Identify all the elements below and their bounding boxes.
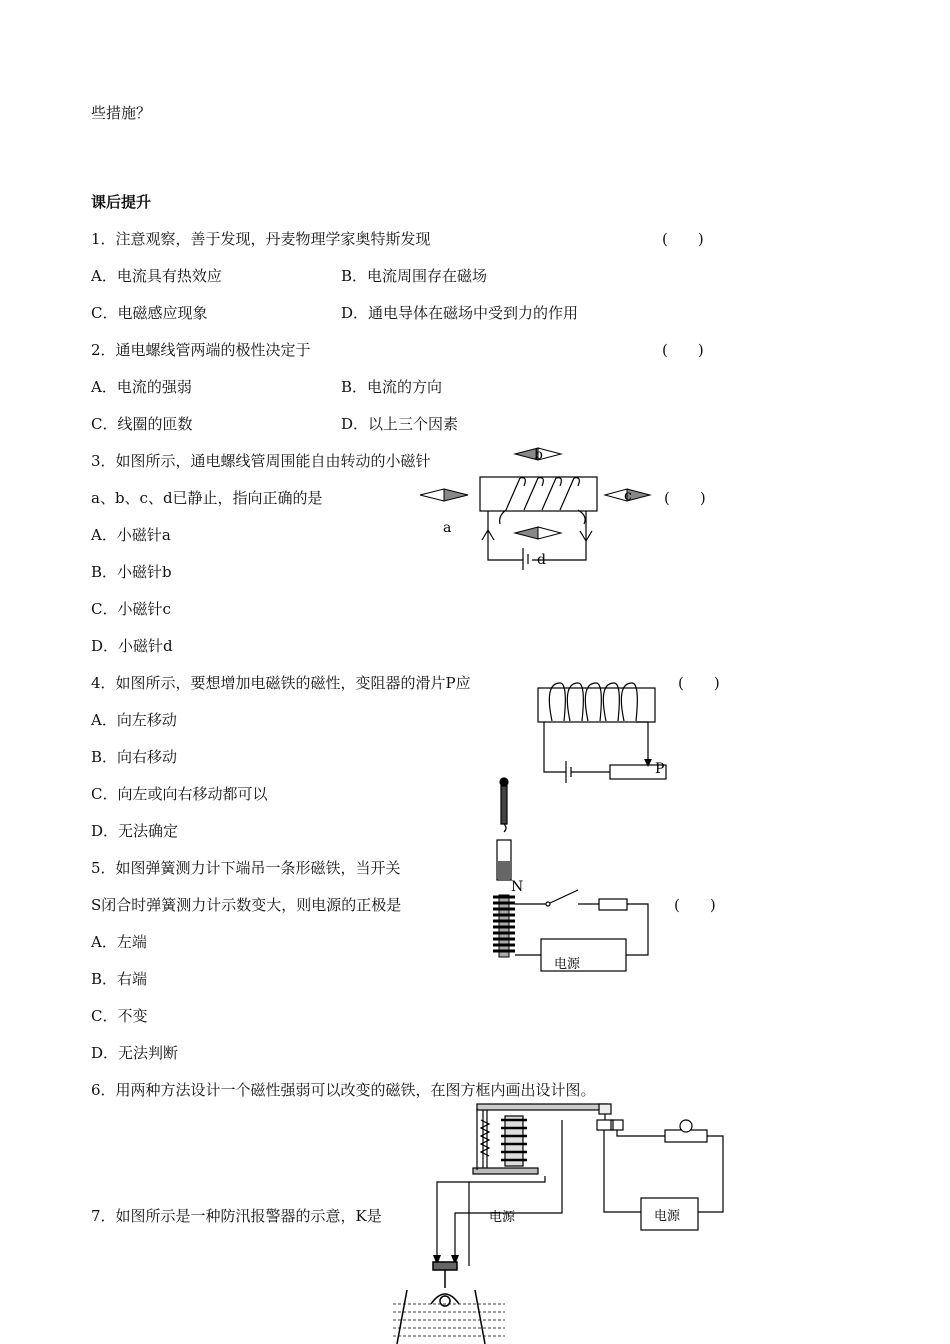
q5-option-c: C．不变 — [91, 1007, 148, 1025]
q4-stem: 4．如图所示，要想增加电磁铁的磁性，变阻器的滑片P应 — [91, 674, 471, 692]
intro-tail: 些措施？ — [91, 104, 152, 122]
q3-option-d: D．小磁针d — [91, 637, 173, 655]
q3-option-b: B．小磁针b — [91, 563, 172, 581]
q2-option-b: B．电流的方向 — [341, 378, 443, 396]
q2-option-d: D．以上三个因素 — [341, 415, 459, 433]
q2-stem: 2．通电螺线管两端的极性决定于 — [91, 341, 311, 359]
q2-option-c: C．线圈的匝数 — [91, 415, 193, 433]
q3-label-d: d — [537, 552, 546, 568]
q3-label-c: c — [624, 488, 632, 504]
q2-option-a: A．电流的强弱 — [91, 378, 192, 396]
q5-stem-line2: S闭合时弹簧测力计示数变大，则电源的正极是 — [91, 896, 402, 914]
needle-d-icon — [515, 527, 561, 539]
q4-answer-bracket: ( ) — [678, 674, 720, 692]
q5-spring-scale-figure — [486, 775, 661, 970]
q1-option-a: A．电流具有热效应 — [91, 267, 222, 285]
q4-option-a: A．向左移动 — [91, 711, 177, 729]
q5-option-d: D．无法判断 — [91, 1044, 179, 1062]
q7-power-label-1: 电源 — [489, 1210, 516, 1225]
q4-option-b: B．向右移动 — [91, 748, 178, 766]
q1-option-b: B．电流周围存在磁场 — [341, 267, 488, 285]
q3-label-a: a — [443, 520, 452, 536]
q5-label-n: N — [511, 879, 524, 895]
q3-solenoid-figure — [410, 440, 670, 580]
q3-stem-line2: a、b、c、d已静止，指向正确的是 — [91, 489, 323, 507]
q7-stem: 7．如图所示是一种防汛报警器的示意，K是 — [91, 1207, 382, 1225]
q1-option-d: D．通电导体在磁场中受到力的作用 — [341, 304, 579, 322]
q3-option-c: C．小磁针c — [91, 600, 171, 618]
q4-electromagnet-figure — [530, 675, 680, 790]
q3-answer-bracket: ( ) — [664, 489, 706, 507]
q1-stem: 1．注意观察，善于发现，丹麦物理学家奥特斯发现 — [91, 230, 431, 248]
q3-option-a: A．小磁针a — [91, 526, 171, 544]
q1-answer-bracket: ( ) — [662, 230, 704, 248]
q5-power-label: 电源 — [554, 957, 581, 972]
q4-option-c: C．向左或向右移动都可以 — [91, 785, 268, 803]
q2-answer-bracket: ( ) — [662, 341, 704, 359]
q1-option-c: C．电磁感应现象 — [91, 304, 208, 322]
q5-answer-bracket: ( ) — [674, 896, 716, 914]
section-title: 课后提升 — [91, 193, 152, 211]
q5-option-b: B．右端 — [91, 970, 148, 988]
q6-stem: 6．用两种方法设计一个磁性强弱可以改变的磁铁，在图方框内画出设计图。 — [91, 1081, 596, 1099]
q5-option-a: A．左端 — [91, 933, 147, 951]
q7-power-label-2: 电源 — [654, 1209, 681, 1224]
q5-stem-line1: 5．如图弹簧测力计下端吊一条形磁铁，当开关 — [91, 859, 401, 877]
q4-option-d: D．无法确定 — [91, 822, 179, 840]
needle-a-icon — [420, 489, 468, 501]
q3-stem-line1: 3．如图所示，通电螺线管周围能自由转动的小磁针 — [91, 452, 431, 470]
q3-label-b: b — [534, 447, 543, 463]
q7-flood-alarm-figure — [385, 1090, 730, 1344]
q4-label-p: P — [655, 761, 665, 777]
